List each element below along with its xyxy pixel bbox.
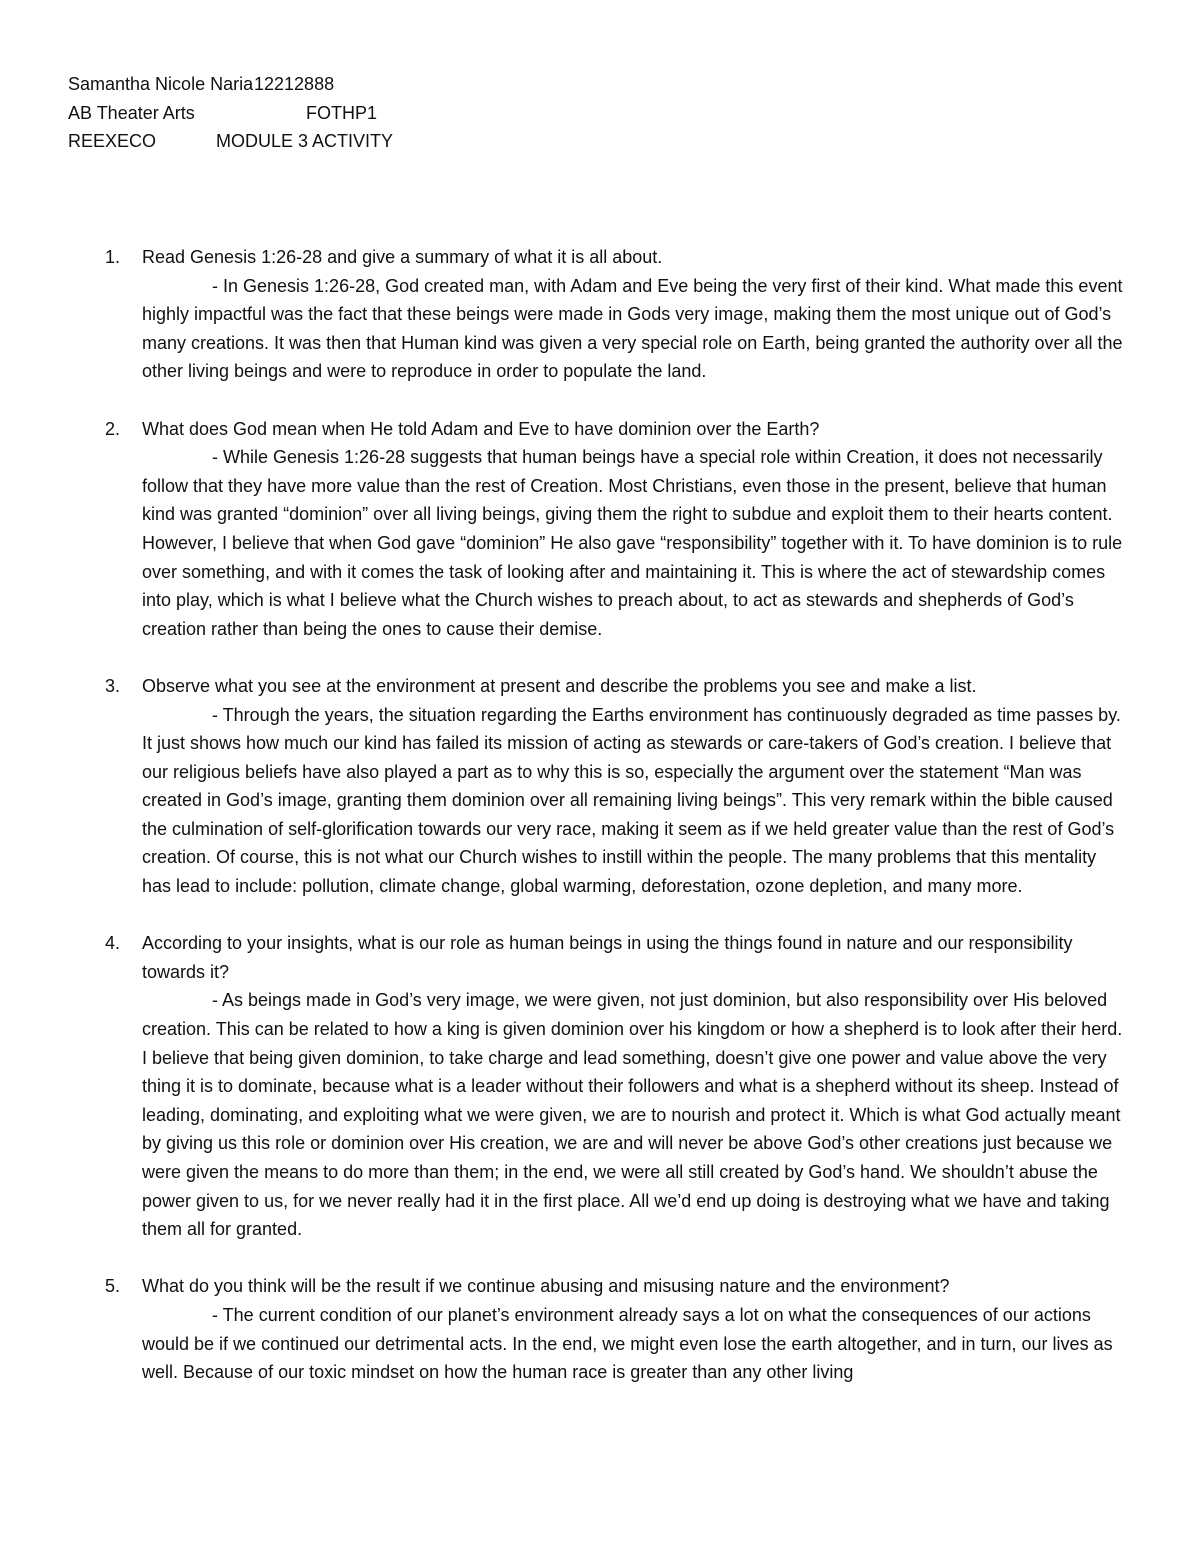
question-number: 2. (105, 418, 121, 439)
program-name: AB Theater Arts (68, 102, 195, 123)
question-text: Read Genesis 1:26-28 and give a summary of what it is all about. (142, 247, 663, 267)
answer-text: - The current condition of our planet’s environment already says a lot on what the consequences of our actions would be if we continued our detrimental acts. In the end, we might even lose the earth altogether, and in turn, our lives as well. Because of our toxic mindset on how the human race is greater than any other living (142, 1304, 1113, 1383)
question-item (105, 672, 1125, 901)
question-text: What do you think will be the result if we continue abusing and misusing nature and the environment? (142, 1276, 950, 1297)
question-number: 1. (105, 247, 121, 267)
student-header (68, 70, 768, 156)
answer-text: - In Genesis 1:26-28, God created man, with Adam and Eve being the very first of their kind. What made this event highly impactful was the fact that these beings were made in Gods very image, making them the most unique out of God’s many creations. It was then that Human kind was given a very special role on Earth, being granted the authority over all the other living beings and were to reproduce in order to populate the land. (142, 275, 1123, 382)
answer-text: - As beings made in God’s very image, we were given, not just dominion, but also responsibility over His beloved creation. This can be related to how a king is given dominion over his kingdom or how a shepherd is to look after their herd. I believe that being given dominion, to take charge and lead something, doesn’t give one power and value above the very thing it is to dominate, because what is a leader without their followers and what is a shepherd without its sheep. Instead of leading, dominating, and exploiting what we were given, we are to nourish and protect it. Which is what God actually meant by giving us this role or dominion over His creation, we are and will never be above God’s other creations just because we were given the means to do more than them; in the end, we were all still created by God’s hand. We shouldn’t abuse the power given to us, for we never really had it in the first place. All we’d end up doing is destroying what we have and taking them all for granted. (142, 990, 1123, 1240)
student-id: 12212888 (254, 74, 335, 94)
header-line-1 (68, 70, 768, 99)
question-text: According to your insights, what is our role as human beings in using the things found in nature and our responsibility towards it? (142, 933, 1073, 982)
student-name: Samantha Nicole Naria (68, 74, 254, 94)
question-number: 3. (105, 675, 121, 696)
section-code: FOTHP1 (306, 102, 378, 123)
question-item (105, 243, 1125, 386)
question-item (105, 1272, 1125, 1386)
question-text: Observe what you see at the environment at present and describe the problems you see and make a list. (142, 675, 977, 696)
question-number: 5. (105, 1276, 121, 1297)
question-text: What does God mean when He told Adam and Eve to have dominion over the Earth? (142, 418, 820, 439)
course-code: REEXECO (68, 131, 157, 152)
answer-text: - While Genesis 1:26-28 suggests that human beings have a special role within Creation, it does not necessarily follow that they have more value than the rest of Creation. Most Christians, even those in the present, believe that human kind was granted “dominion” over all living beings, giving them the right to subdue and exploit them to their hearts content. However, I believe that when God gave “dominion” He also gave “responsibility” together with it. To have dominion is to rule over something, and with it comes the task of looking after and maintaining it. This is where the act of stewardship comes into play, which is what I believe what the Church wishes to preach about, to act as stewards and shepherds of God’s creation rather than being the ones to cause their demise. (142, 447, 1123, 639)
activity-title: MODULE 3 ACTIVITY (216, 131, 394, 152)
header-line-3 (68, 127, 768, 156)
question-list (105, 243, 1125, 1415)
question-number: 4. (105, 933, 121, 954)
question-item (105, 929, 1125, 1244)
question-item (105, 415, 1125, 644)
answer-text: - Through the years, the situation regarding the Earths environment has continuously degraded as time passes by. It just shows how much our kind has failed its mission of acting as stewards or care-takers of God’s creation. I believe that our religious beliefs have also played a part as to why this is so, especially the argument over the statement “Man was created in God’s image, granting them dominion over all remaining living beings”. This very remark within the bible caused the culmination of self-glorification towards our very race, making it seem as if we held greater value than the rest of God’s creation. Of course, this is not what our Church wishes to instill within the people. The many problems that this mentality has lead to include: pollution, climate change, global warming, deforestation, ozone depletion, and many more. (142, 704, 1121, 897)
header-line-2 (68, 99, 768, 128)
